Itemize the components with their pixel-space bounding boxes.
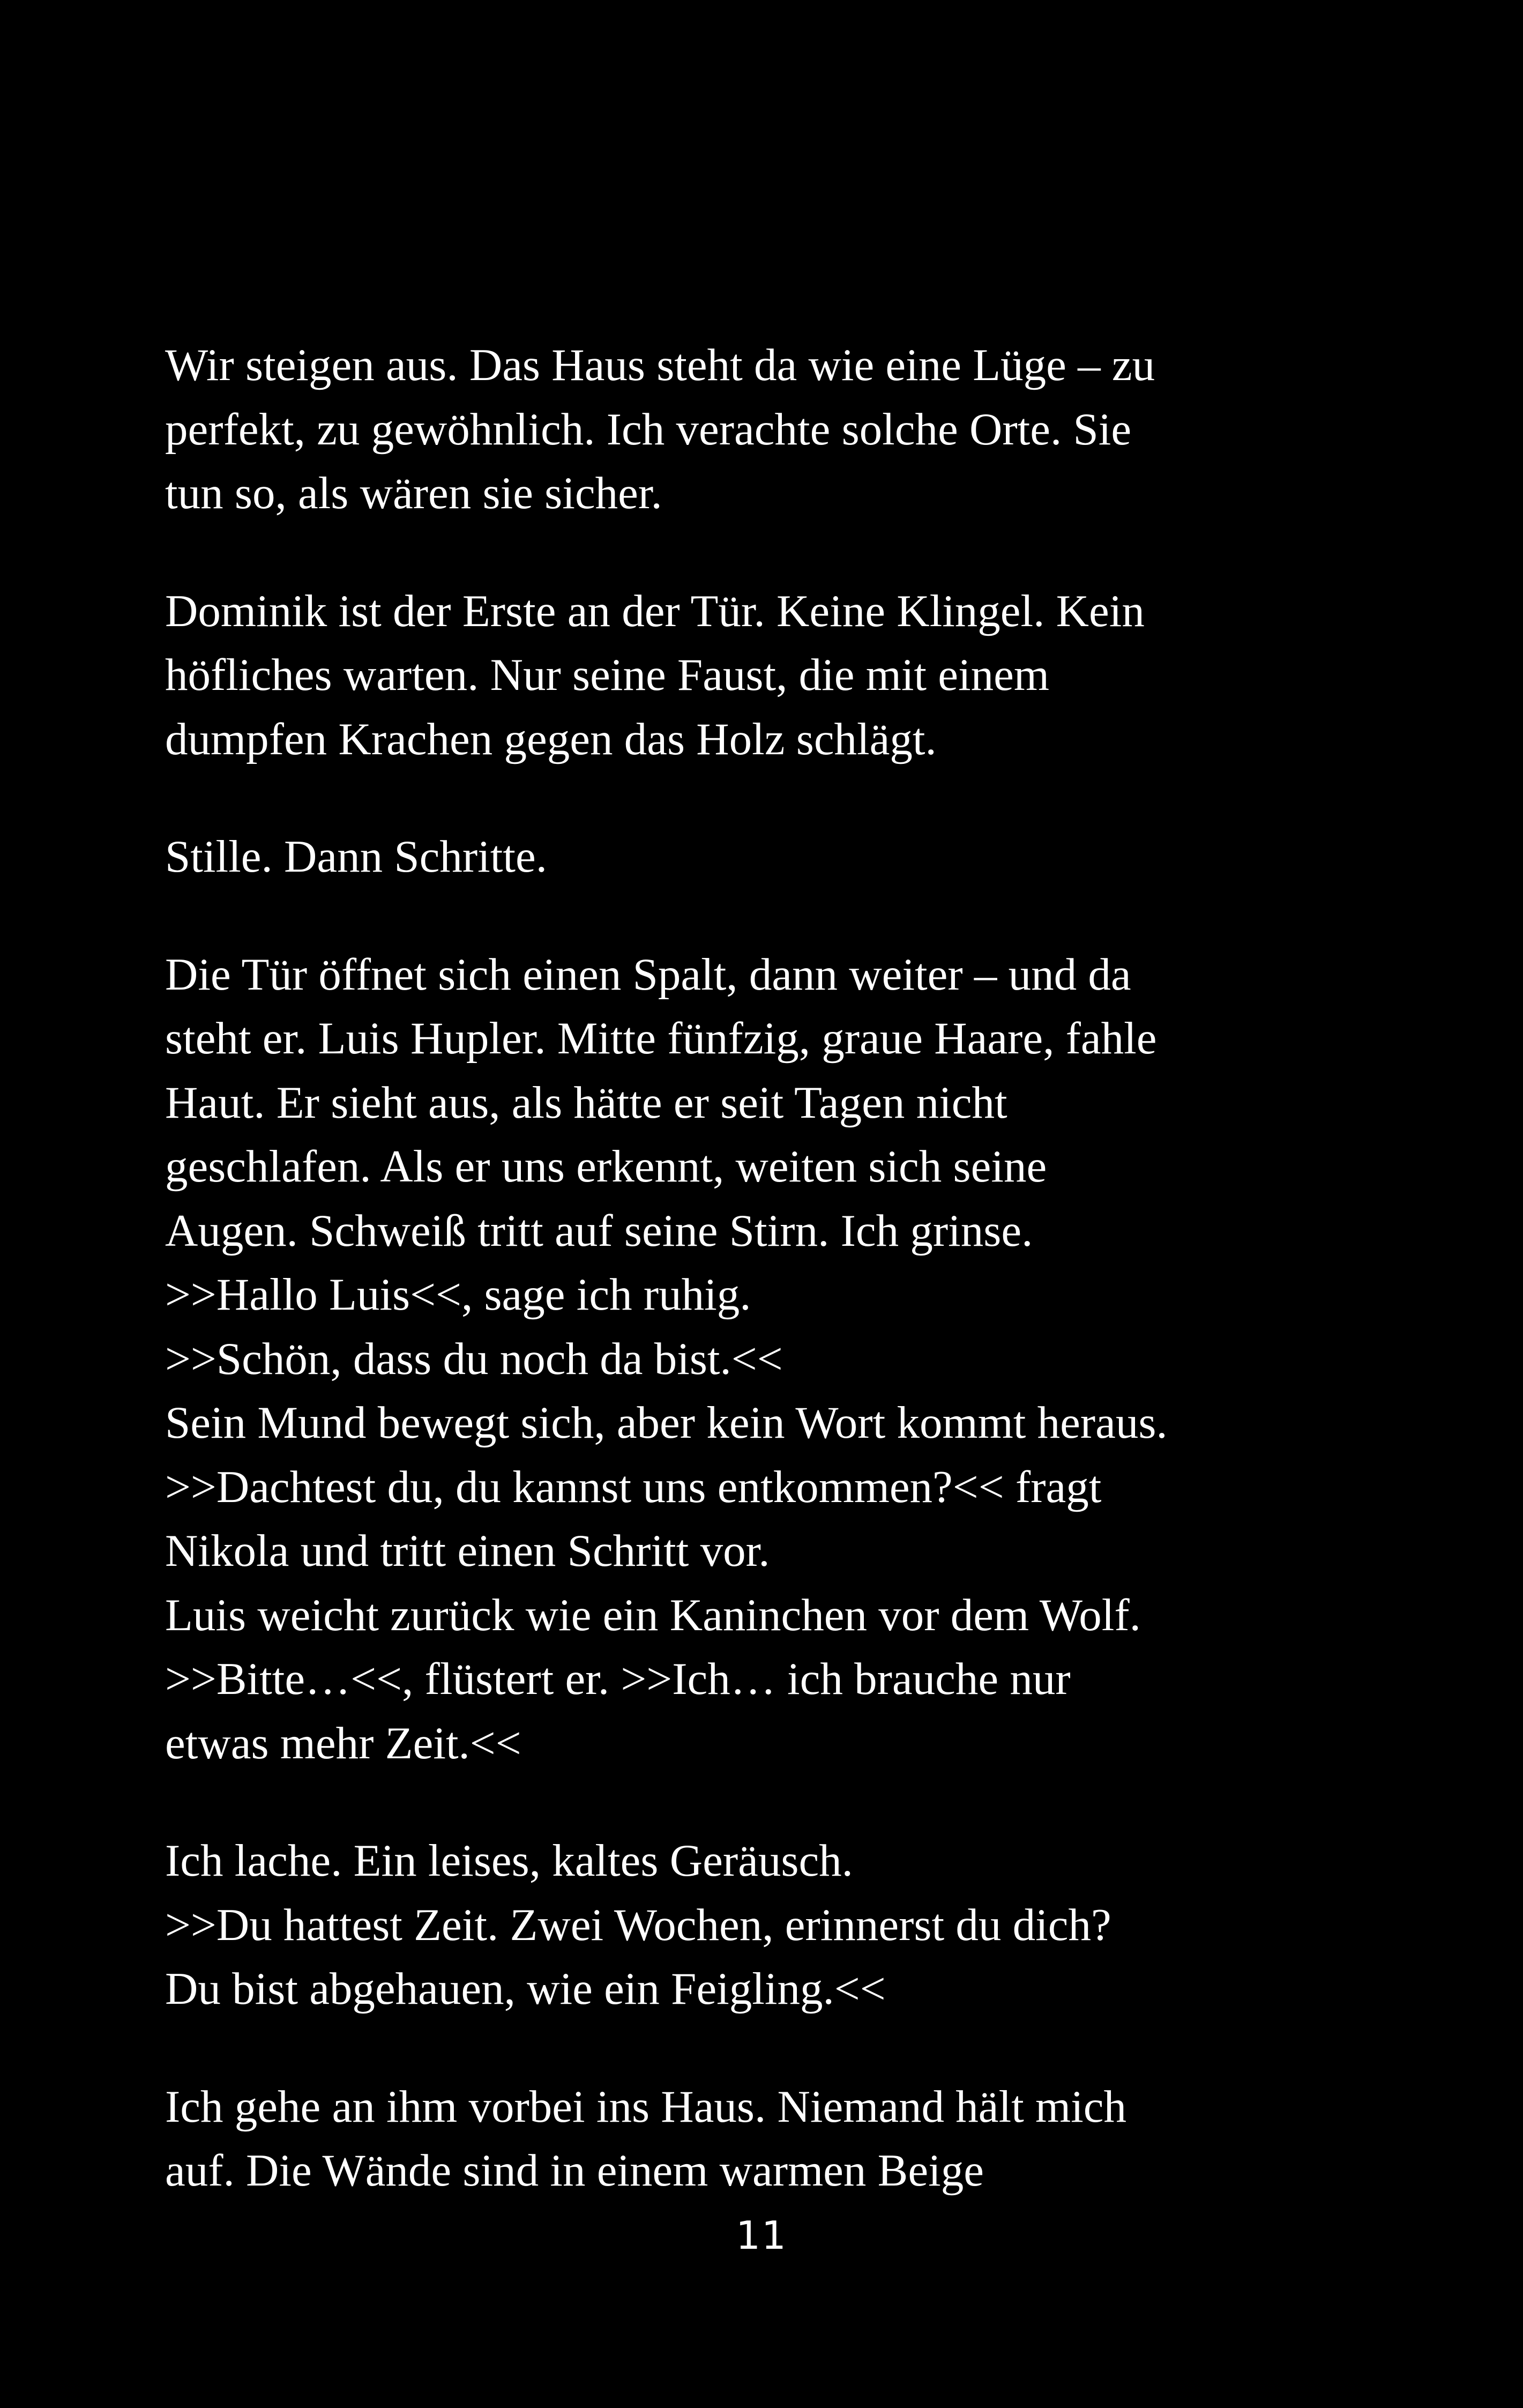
paragraph-gap <box>165 526 1398 579</box>
text-line: >>Schön, dass du noch da bist.<< <box>165 1333 783 1384</box>
paragraph <box>165 2075 1398 2203</box>
text-line: Nikola und tritt einen Schritt vor. <box>165 1526 770 1576</box>
body-text <box>165 333 1398 2203</box>
text-line: perfekt, zu gewöhnlich. Ich verachte solche Orte. Sie <box>165 404 1132 455</box>
text-line: Ich lache. Ein leises, kaltes Geräusch. <box>165 1835 853 1886</box>
paragraph-gap <box>165 1775 1398 1829</box>
text-line: auf. Die Wände sind in einem warmen Beige <box>165 2145 984 2196</box>
text-line: >>Hallo Luis<<, sage ich ruhig. <box>165 1269 751 1320</box>
paragraph <box>165 1829 1398 2021</box>
text-line: tun so, als wären sie sicher. <box>165 468 662 518</box>
text-line: steht er. Luis Hupler. Mitte fünfzig, graue Haare, fahle <box>165 1013 1157 1064</box>
text-line: Sein Mund bewegt sich, aber kein Wort kommt heraus. <box>165 1398 1168 1448</box>
page-number: 11 <box>736 2213 787 2258</box>
text-line: >>Du hattest Zeit. Zwei Wochen, erinnerst du dich? <box>165 1899 1111 1950</box>
text-line: etwas mehr Zeit.<< <box>165 1718 521 1768</box>
text-line: Haut. Er sieht aus, als hätte er seit Tagen nicht <box>165 1077 1007 1128</box>
text-line: >>Dachtest du, du kannst uns entkommen?<< fragt <box>165 1461 1102 1512</box>
text-line: Dominik ist der Erste an der Tür. Keine Klingel. Kein <box>165 585 1145 636</box>
text-line: Ich gehe an ihm vorbei ins Haus. Niemand hält mich <box>165 2081 1126 2132</box>
text-line: dumpfen Krachen gegen das Holz schlägt. <box>165 714 937 764</box>
paragraph-gap <box>165 889 1398 943</box>
paragraph <box>165 825 1398 889</box>
text-line: Luis weicht zurück wie ein Kaninchen vor dem Wolf. <box>165 1589 1141 1640</box>
paragraph <box>165 333 1398 526</box>
text-line: Augen. Schweiß tritt auf seine Stirn. Ich grinse. <box>165 1205 1033 1256</box>
text-line: Stille. Dann Schritte. <box>165 831 547 882</box>
paragraph-gap <box>165 2021 1398 2075</box>
paragraph <box>165 943 1398 1776</box>
text-line: >>Bitte…<<, flüstert er. >>Ich… ich brauche nur <box>165 1654 1071 1704</box>
text-line: höfliches warten. Nur seine Faust, die mit einem <box>165 650 1049 700</box>
paragraph <box>165 579 1398 772</box>
text-line: Die Tür öffnet sich einen Spalt, dann weiter – und da <box>165 949 1131 1000</box>
text-line: Wir steigen aus. Das Haus steht da wie eine Lüge – zu <box>165 340 1155 390</box>
text-line: geschlafen. Als er uns erkennt, weiten sich seine <box>165 1141 1047 1192</box>
text-line: Du bist abgehauen, wie ein Feigling.<< <box>165 1964 886 2014</box>
paragraph-gap <box>165 771 1398 825</box>
